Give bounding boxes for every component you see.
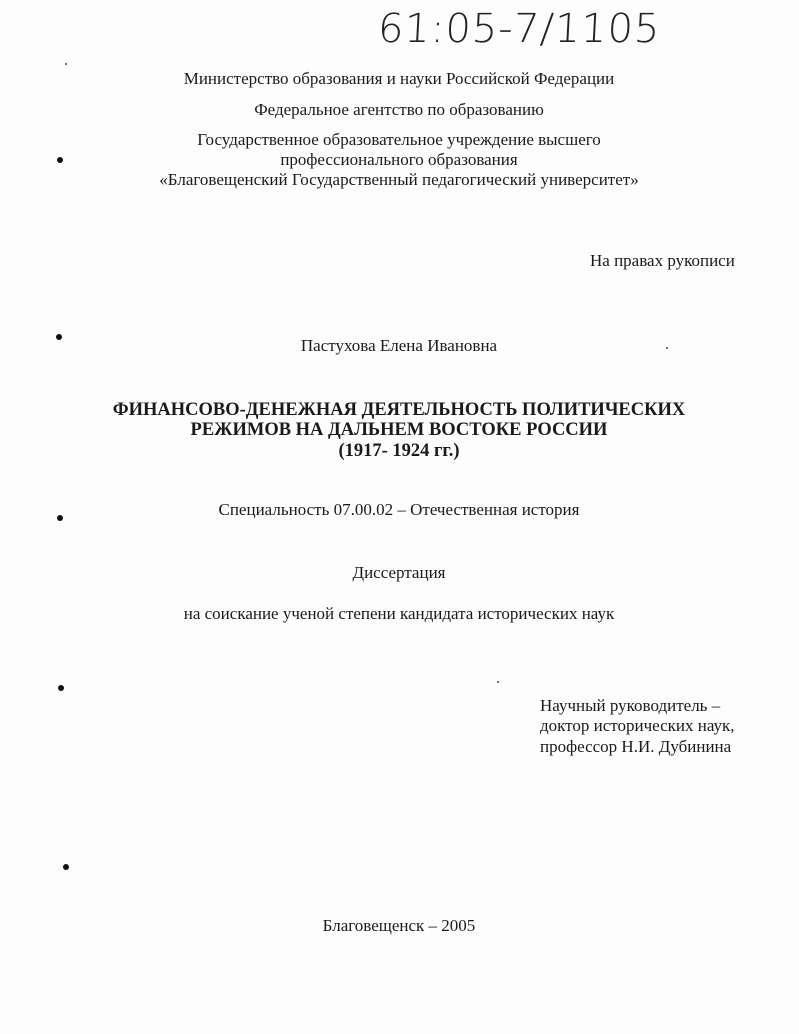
- scan-speck: [497, 681, 499, 683]
- dissertation-title-line-1: ФИНАНСОВО-ДЕНЕЖНАЯ ДЕЯТЕЛЬНОСТЬ ПОЛИТИЧЕСКИХ: [112, 400, 686, 420]
- degree-line: на соискание ученой степени кандидата исторических наук: [183, 604, 615, 623]
- supervisor-line-2: доктор исторических наук,: [540, 716, 735, 735]
- rights-note: На правах рукописи: [590, 251, 735, 270]
- binding-hole-mark: [63, 864, 69, 870]
- binding-hole-mark: [57, 157, 63, 163]
- institution-line-3: «Благовещенский Государственный педагогический университет»: [159, 170, 639, 189]
- city-year-footer: Благовещенск – 2005: [322, 916, 476, 935]
- binding-hole-mark: [58, 685, 64, 691]
- author-name: Пастухова Елена Ивановна: [300, 336, 498, 355]
- specialty-line: Специальность 07.00.02 – Отечественная история: [218, 500, 580, 519]
- agency-line: Федеральное агентство по образованию: [254, 100, 544, 119]
- supervisor-line-3: профессор Н.И. Дубинина: [540, 737, 732, 756]
- institution-line-2: профессионального образования: [280, 150, 518, 169]
- ministry-line: Министерство образования и науки Российской Федерации: [183, 69, 615, 88]
- binding-hole-mark: [56, 334, 62, 340]
- institution-line-1: Государственное образовательное учреждение высшего: [197, 130, 601, 149]
- scan-speck: [65, 63, 67, 65]
- dissertation-title-years: (1917- 1924 гг.): [338, 441, 460, 461]
- dissertation-title-line-2: РЕЖИМОВ НА ДАЛЬНЕМ ВОСТОКЕ РОССИИ: [190, 420, 608, 440]
- scan-speck: [666, 347, 668, 349]
- supervisor-line-1: Научный руководитель –: [540, 696, 721, 715]
- document-type: Диссертация: [352, 563, 446, 582]
- handwritten-archive-code: 61:05-7/1105: [376, 6, 662, 52]
- binding-hole-mark: [57, 515, 63, 521]
